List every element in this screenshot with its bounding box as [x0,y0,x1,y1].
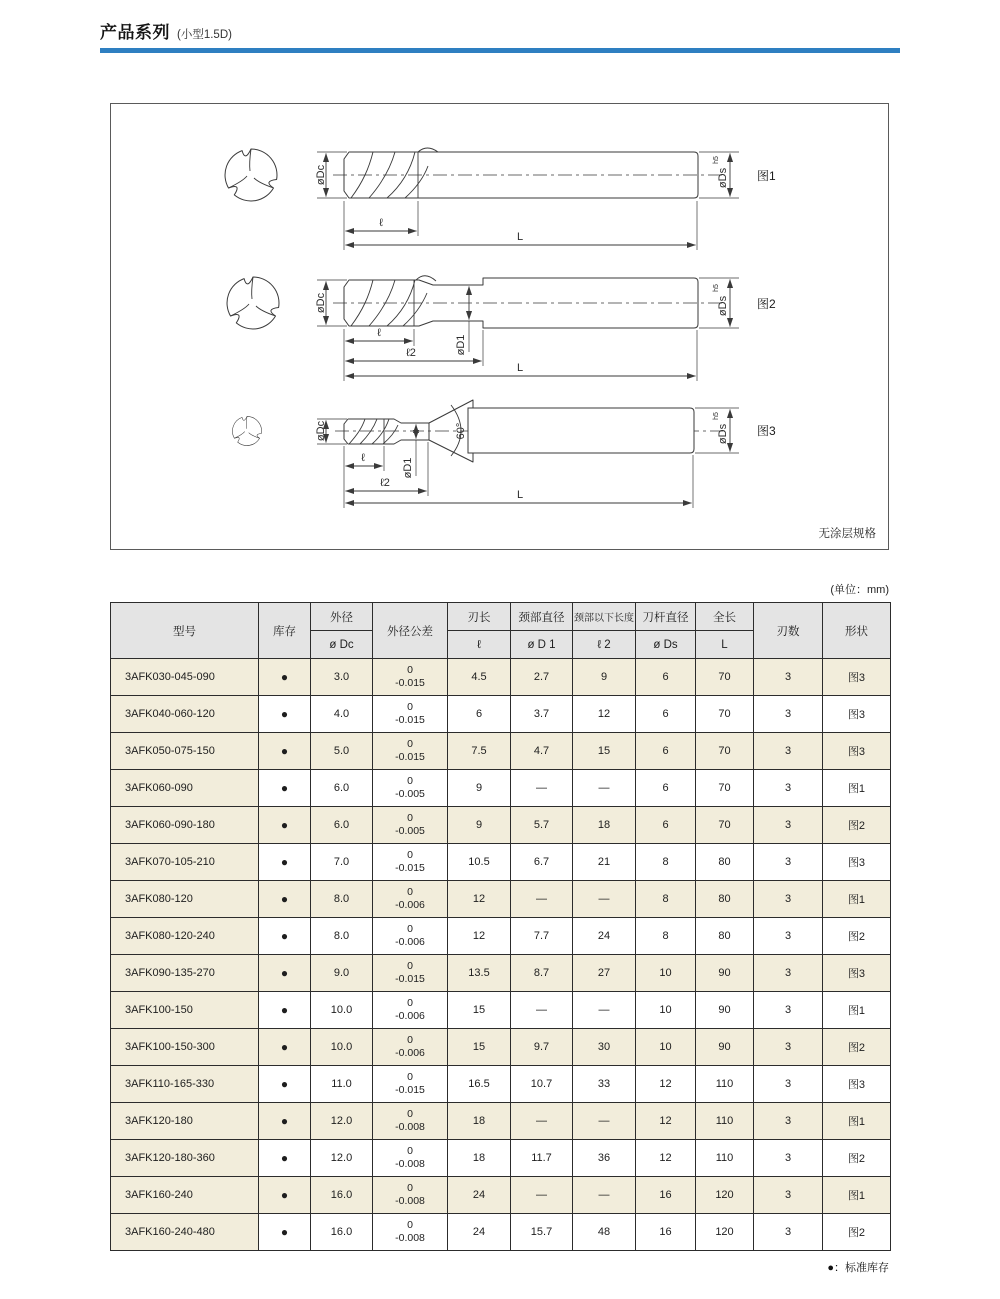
endmill-drawings [111,104,888,549]
flute-length-cell: 12 [448,918,511,955]
model-cell: 3AFK160-240 [111,1177,259,1214]
fig2-ds-label: øDs [716,295,729,317]
under-neck-cell: 33 [573,1066,636,1103]
under-neck-cell: 15 [573,733,636,770]
table-row [111,733,891,770]
dc-cell: 9.0 [311,955,373,992]
shank-dia-cell: 10 [636,955,696,992]
tolerance-cell [373,807,448,844]
under-neck-cell: 24 [573,918,636,955]
model-cell: 3AFK040-060-120 [111,696,259,733]
stock-dot: ● [259,1214,311,1251]
tolerance-cell [373,1066,448,1103]
neck-dia-cell: — [511,992,573,1029]
shank-dia-cell: 12 [636,1103,696,1140]
tolerance-lower: -0.008 [395,1232,425,1244]
dc-cell: 8.0 [311,918,373,955]
tolerance-lower: -0.006 [395,936,425,948]
shape-cell: 图1 [823,1103,891,1140]
col-flutes: 刃数 [754,603,823,659]
shank-dia-cell: 12 [636,1140,696,1177]
page-title: 产品系列 [100,23,170,42]
col-stock: 库存 [259,603,311,659]
neck-dia-cell: 3.7 [511,696,573,733]
stock-dot: ● [259,1177,311,1214]
stock-dot: ● [259,881,311,918]
shank-dia-cell: 16 [636,1177,696,1214]
under-neck-cell: — [573,1103,636,1140]
tolerance-upper: 0 [407,1107,413,1120]
flutes-cell: 3 [754,881,823,918]
col-flute-length-sub: ℓ [448,631,511,659]
table-row [111,1140,891,1177]
flutes-cell: 3 [754,1066,823,1103]
neck-dia-cell: 9.7 [511,1029,573,1066]
oal-cell: 70 [696,733,754,770]
under-neck-cell: — [573,881,636,918]
flute-length-cell: 7.5 [448,733,511,770]
dc-cell: 16.0 [311,1214,373,1251]
shape-cell: 图2 [823,918,891,955]
stock-legend: ●：标准库存 [827,1262,889,1274]
neck-dia-cell: — [511,881,573,918]
oal-cell: 110 [696,1140,754,1177]
oal-cell: 110 [696,1066,754,1103]
table-row [111,955,891,992]
flutes-cell: 3 [754,659,823,696]
dc-cell: 6.0 [311,807,373,844]
col-oal: 全长 [696,603,754,631]
dc-cell: 8.0 [311,881,373,918]
table-body [111,659,891,1251]
spec-table-wrap [110,602,890,1251]
flutes-cell: 3 [754,955,823,992]
fig1-ds-label: øDs [716,167,729,189]
stock-dot: ● [259,696,311,733]
dc-cell: 10.0 [311,1029,373,1066]
tolerance-upper: 0 [407,848,413,861]
shank-dia-cell: 6 [636,659,696,696]
tolerance-upper: 0 [407,922,413,935]
table-row [111,992,891,1029]
shape-cell: 图1 [823,992,891,1029]
tolerance-lower: -0.006 [395,1010,425,1022]
dc-cell: 12.0 [311,1140,373,1177]
flute-length-cell: 4.5 [448,659,511,696]
fig3-angle-label: 60° [454,422,467,440]
flute-length-cell: 18 [448,1103,511,1140]
stock-dot: ● [259,770,311,807]
oal-cell: 70 [696,696,754,733]
tolerance-upper: 0 [407,1144,413,1157]
tolerance-cell [373,955,448,992]
shape-cell: 图2 [823,1140,891,1177]
stock-dot: ● [259,1029,311,1066]
flute-length-cell: 6 [448,696,511,733]
col-shank-dia-sub: ø Ds [636,631,696,659]
col-neck-dia: 颈部直径 [511,603,573,631]
tolerance-lower: -0.008 [395,1121,425,1133]
tolerance-cell [373,881,448,918]
fig1-dc-label: øDc [314,164,327,186]
shank-dia-cell: 6 [636,770,696,807]
fig3-L-label: L [516,489,524,501]
stock-dot: ● [259,1140,311,1177]
flute-length-cell: 10.5 [448,844,511,881]
tolerance-lower: -0.008 [395,1158,425,1170]
oal-cell: 90 [696,992,754,1029]
dc-cell: 11.0 [311,1066,373,1103]
model-cell: 3AFK080-120 [111,881,259,918]
col-flute-length: 刃长 [448,603,511,631]
flute-length-cell: 24 [448,1214,511,1251]
oal-cell: 70 [696,807,754,844]
table-row [111,659,891,696]
tolerance-upper: 0 [407,1070,413,1083]
fig3-l-label: ℓ [361,452,365,464]
neck-dia-cell: 5.7 [511,807,573,844]
tolerance-upper: 0 [407,1218,413,1231]
fig2-dc-label: øDc [314,292,327,314]
under-neck-cell: 48 [573,1214,636,1251]
page-subtitle: (小型1.5D) [177,29,232,41]
tolerance-lower: -0.015 [395,862,425,874]
neck-dia-cell: 2.7 [511,659,573,696]
model-cell: 3AFK060-090 [111,770,259,807]
tolerance-cell [373,733,448,770]
table-row [111,881,891,918]
shank-dia-cell: 10 [636,1029,696,1066]
shape-cell: 图3 [823,659,891,696]
tolerance-lower: -0.015 [395,751,425,763]
model-cell: 3AFK100-150-300 [111,1029,259,1066]
neck-dia-cell: 10.7 [511,1066,573,1103]
under-neck-cell: 21 [573,844,636,881]
tolerance-upper: 0 [407,996,413,1009]
shape-cell: 图1 [823,1177,891,1214]
shape-cell: 图3 [823,1066,891,1103]
stock-dot: ● [259,1103,311,1140]
oal-cell: 120 [696,1177,754,1214]
oal-cell: 70 [696,770,754,807]
dc-cell: 10.0 [311,992,373,1029]
table-row [111,770,891,807]
tolerance-cell [373,1029,448,1066]
flutes-cell: 3 [754,1214,823,1251]
stock-dot: ● [259,955,311,992]
oal-cell: 70 [696,659,754,696]
fig1-caption: 图1 [757,169,776,183]
tolerance-cell [373,844,448,881]
oal-cell: 80 [696,881,754,918]
fig2-ds-tolerance: h5 [713,284,720,292]
under-neck-cell: 9 [573,659,636,696]
fig2-caption: 图2 [757,297,776,311]
flutes-cell: 3 [754,1029,823,1066]
stock-dot: ● [259,844,311,881]
spec-table [110,602,891,1251]
fig3-d1-label: øD1 [401,457,414,479]
shape-cell: 图2 [823,807,891,844]
flutes-cell: 3 [754,733,823,770]
fig1-l-label: ℓ [379,217,383,229]
model-cell: 3AFK070-105-210 [111,844,259,881]
under-neck-cell: 36 [573,1140,636,1177]
tolerance-upper: 0 [407,774,413,787]
shank-dia-cell: 8 [636,918,696,955]
under-neck-cell: 30 [573,1029,636,1066]
fig2-L-label: L [516,362,524,374]
tolerance-cell [373,696,448,733]
tolerance-lower: -0.005 [395,788,425,800]
flute-length-cell: 9 [448,807,511,844]
shank-dia-cell: 6 [636,696,696,733]
shank-dia-cell: 6 [636,807,696,844]
shank-dia-cell: 8 [636,881,696,918]
tolerance-upper: 0 [407,1181,413,1194]
fig1-L-label: L [516,231,524,243]
col-od-sub: ø Dc [311,631,373,659]
oal-cell: 120 [696,1214,754,1251]
tolerance-lower: -0.006 [395,899,425,911]
model-cell: 3AFK120-180-360 [111,1140,259,1177]
under-neck-cell: — [573,1177,636,1214]
col-model: 型号 [111,603,259,659]
under-neck-cell: 27 [573,955,636,992]
tolerance-lower: -0.015 [395,1084,425,1096]
fig2-d1-label: øD1 [454,334,467,356]
table-row [111,1103,891,1140]
flute-length-cell: 16.5 [448,1066,511,1103]
tolerance-lower: -0.015 [395,714,425,726]
flutes-cell: 3 [754,992,823,1029]
col-under-neck: 颈部以下长度 [573,603,636,631]
uncoated-note: 无涂层规格 [818,528,876,540]
tolerance-cell [373,659,448,696]
tolerance-upper: 0 [407,811,413,824]
tolerance-upper: 0 [407,885,413,898]
dc-cell: 4.0 [311,696,373,733]
accent-bar [100,48,900,53]
tolerance-cell [373,1177,448,1214]
stock-dot: ● [259,659,311,696]
col-shape: 形状 [823,603,891,659]
shank-dia-cell: 6 [636,733,696,770]
neck-dia-cell: 15.7 [511,1214,573,1251]
shape-cell: 图1 [823,770,891,807]
dc-cell: 7.0 [311,844,373,881]
flutes-cell: 3 [754,918,823,955]
tolerance-cell [373,1140,448,1177]
tolerance-lower: -0.005 [395,825,425,837]
dc-cell: 6.0 [311,770,373,807]
oal-cell: 80 [696,918,754,955]
fig2-l2-label: ℓ2 [406,347,416,359]
diagram-box [110,103,889,550]
shank-dia-cell: 12 [636,1066,696,1103]
tolerance-lower: -0.006 [395,1047,425,1059]
stock-dot: ● [259,807,311,844]
dc-cell: 3.0 [311,659,373,696]
oal-cell: 90 [696,955,754,992]
table-row [111,1029,891,1066]
unit-note: (单位：mm) [830,584,889,596]
tolerance-lower: -0.015 [395,677,425,689]
model-cell: 3AFK060-090-180 [111,807,259,844]
fig1-ds-tolerance: h5 [713,156,720,164]
table-row [111,1214,891,1251]
flutes-cell: 3 [754,1140,823,1177]
model-cell: 3AFK050-075-150 [111,733,259,770]
tolerance-cell [373,1103,448,1140]
model-cell: 3AFK100-150 [111,992,259,1029]
tolerance-upper: 0 [407,1033,413,1046]
fig3-dc-label: øDc [314,420,327,442]
flute-length-cell: 13.5 [448,955,511,992]
figure-1 [225,148,776,250]
shape-cell: 图3 [823,733,891,770]
shape-cell: 图3 [823,696,891,733]
figure-3 [232,400,776,508]
flute-length-cell: 24 [448,1177,511,1214]
stock-dot: ● [259,992,311,1029]
flute-length-cell: 9 [448,770,511,807]
under-neck-cell: 12 [573,696,636,733]
model-cell: 3AFK030-045-090 [111,659,259,696]
model-cell: 3AFK090-135-270 [111,955,259,992]
fig2-l-label: ℓ [377,327,381,339]
flute-length-cell: 12 [448,881,511,918]
table-row [111,844,891,881]
tolerance-upper: 0 [407,737,413,750]
stock-dot: ● [259,1066,311,1103]
tolerance-cell [373,918,448,955]
tolerance-upper: 0 [407,663,413,676]
shank-dia-cell: 16 [636,1214,696,1251]
dc-cell: 12.0 [311,1103,373,1140]
col-oal-sub: L [696,631,754,659]
shape-cell: 图2 [823,1214,891,1251]
flutes-cell: 3 [754,1177,823,1214]
shape-cell: 图2 [823,1029,891,1066]
dc-cell: 16.0 [311,1177,373,1214]
flute-length-cell: 15 [448,992,511,1029]
table-header [111,603,891,659]
tolerance-cell [373,992,448,1029]
tolerance-lower: -0.008 [395,1195,425,1207]
oal-cell: 80 [696,844,754,881]
neck-dia-cell: 8.7 [511,955,573,992]
flute-length-cell: 18 [448,1140,511,1177]
fig3-l2-label: ℓ2 [380,477,390,489]
tolerance-upper: 0 [407,959,413,972]
page-header [100,18,232,43]
table-row [111,807,891,844]
model-cell: 3AFK110-165-330 [111,1066,259,1103]
shank-dia-cell: 10 [636,992,696,1029]
fig3-ds-tolerance: h5 [713,412,720,420]
neck-dia-cell: 6.7 [511,844,573,881]
shape-cell: 图3 [823,844,891,881]
tolerance-cell [373,770,448,807]
fig3-ds-label: øDs [716,423,729,445]
table-row [111,1066,891,1103]
neck-dia-cell: — [511,1103,573,1140]
table-row [111,918,891,955]
under-neck-cell: — [573,992,636,1029]
neck-dia-cell: 4.7 [511,733,573,770]
shank-dia-cell: 8 [636,844,696,881]
table-row [111,1177,891,1214]
shape-cell: 图3 [823,955,891,992]
tolerance-lower: -0.015 [395,973,425,985]
model-cell: 3AFK080-120-240 [111,918,259,955]
under-neck-cell: 18 [573,807,636,844]
stock-dot: ● [259,918,311,955]
flute-length-cell: 15 [448,1029,511,1066]
figure-2 [227,276,776,381]
flutes-cell: 3 [754,844,823,881]
col-under-neck-sub: ℓ 2 [573,631,636,659]
neck-dia-cell: — [511,1177,573,1214]
flutes-cell: 3 [754,807,823,844]
col-neck-dia-sub: ø D 1 [511,631,573,659]
model-cell: 3AFK120-180 [111,1103,259,1140]
shape-cell: 图1 [823,881,891,918]
tolerance-cell [373,1214,448,1251]
col-shank-dia: 刀杆直径 [636,603,696,631]
oal-cell: 110 [696,1103,754,1140]
model-cell: 3AFK160-240-480 [111,1214,259,1251]
flutes-cell: 3 [754,1103,823,1140]
neck-dia-cell: 7.7 [511,918,573,955]
col-od: 外径 [311,603,373,631]
col-tolerance: 外径公差 [373,603,448,659]
table-row [111,696,891,733]
flutes-cell: 3 [754,696,823,733]
flutes-cell: 3 [754,770,823,807]
neck-dia-cell: 11.7 [511,1140,573,1177]
tolerance-upper: 0 [407,700,413,713]
under-neck-cell: — [573,770,636,807]
neck-dia-cell: — [511,770,573,807]
oal-cell: 90 [696,1029,754,1066]
fig3-caption: 图3 [757,424,776,438]
stock-dot: ● [259,733,311,770]
dc-cell: 5.0 [311,733,373,770]
